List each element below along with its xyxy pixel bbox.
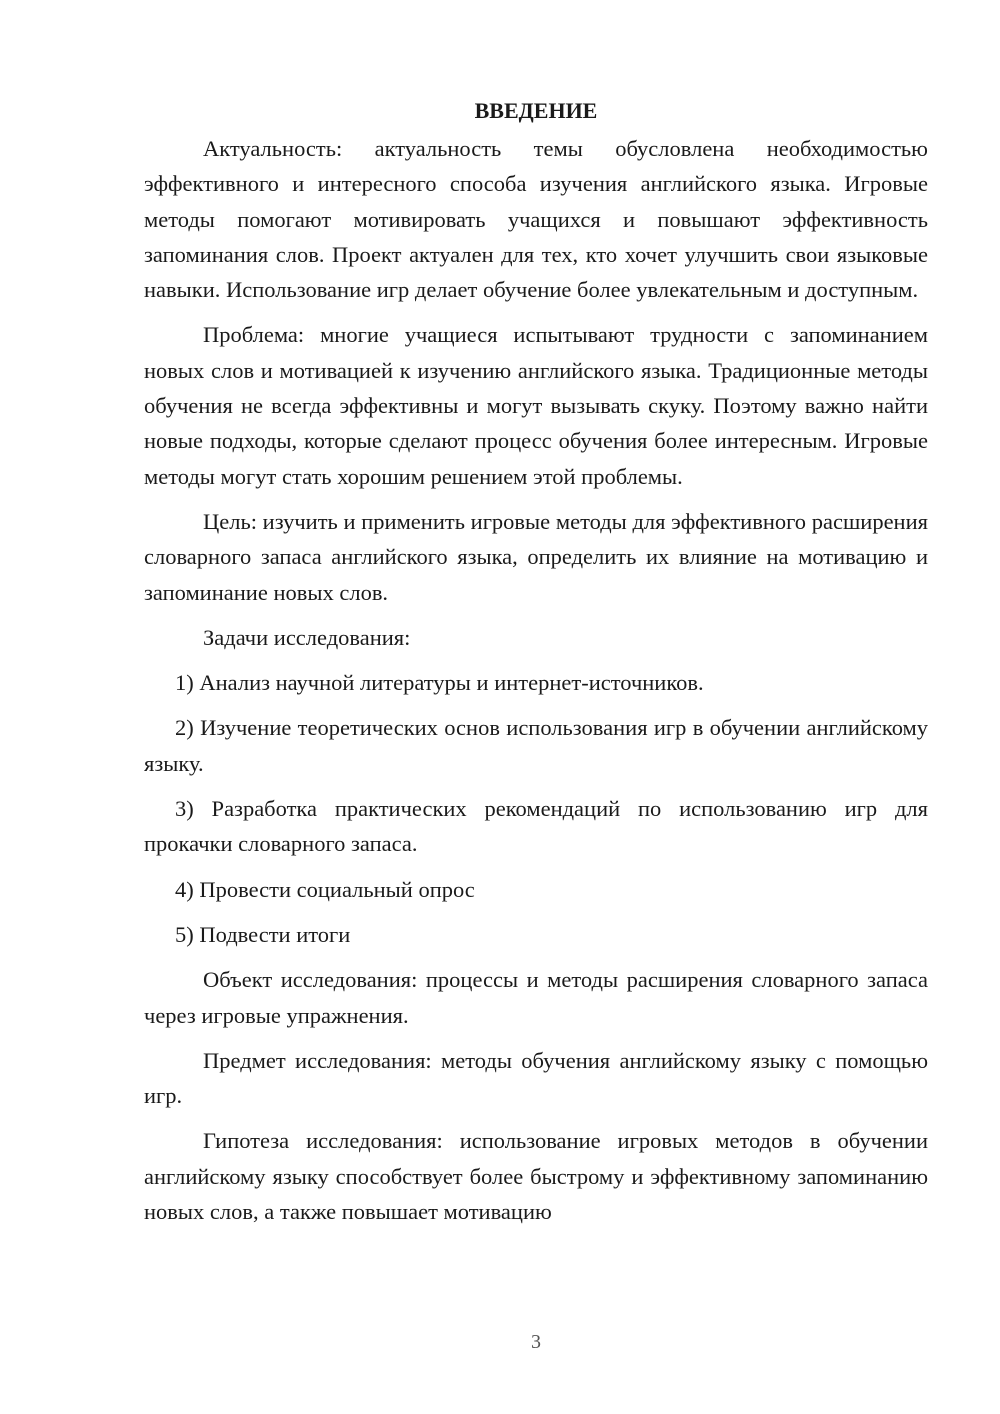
task-item-2: 2) Изучение теоретических основ использования игр в обучении английскому языку.	[144, 715, 928, 776]
relevance-paragraph: Актуальность: актуальность темы обусловлена необходимостью эффективного и интересного способа изучения английского языка. Игровые методы помогают мотивировать учащихся и повышают эффективность запоминания слов. Проект актуален для тех, кто хочет улучшить свои языковые навыки. Использование игр делает обучение более увлекательным и доступным.	[144, 136, 928, 303]
object-paragraph: Объект исследования: процессы и методы расширения словарного запаса через игровые упражнения.	[144, 967, 928, 1028]
task-item-4: 4) Провести социальный опрос	[175, 876, 475, 902]
document-page	[144, 96, 928, 1239]
subject-paragraph: Предмет исследования: методы обучения английскому языку с помощью игр.	[144, 1047, 928, 1109]
task-item-5: 5) Подвести итоги	[175, 921, 351, 947]
hypothesis-paragraph: Гипотеза исследования: использование игровых методов в обучении английскому языку способствует более быстрому и эффективному запоминанию новых слов, а также повышает мотивацию	[144, 1128, 928, 1225]
page-number: 3	[531, 1331, 541, 1353]
task-item-1: 1) Анализ научной литературы и интернет-источников.	[175, 670, 704, 696]
task-item-3: 3) Разработка практических рекомендаций по использованию игр для прокачки словарного запаса.	[144, 796, 928, 857]
goal-paragraph: Цель: изучить и применить игровые методы для эффективного расширения словарного запаса английского языка, определить их влияние на мотивацию и запоминание новых слов.	[144, 508, 928, 605]
section-title: ВВЕДЕНИЕ	[474, 98, 598, 123]
tasks-heading: Задачи исследования:	[203, 624, 411, 650]
problem-paragraph: Проблема: многие учащиеся испытывают трудности с запоминанием новых слов и мотивацией к изучению английского языка. Традиционные методы обучения не всегда эффективны и могут вызывать скуку. Поэтому важно найти новые подходы, которые сделают процесс обучения более интересным. Игровые методы могут стать хорошим решением этой проблемы.	[144, 322, 928, 489]
